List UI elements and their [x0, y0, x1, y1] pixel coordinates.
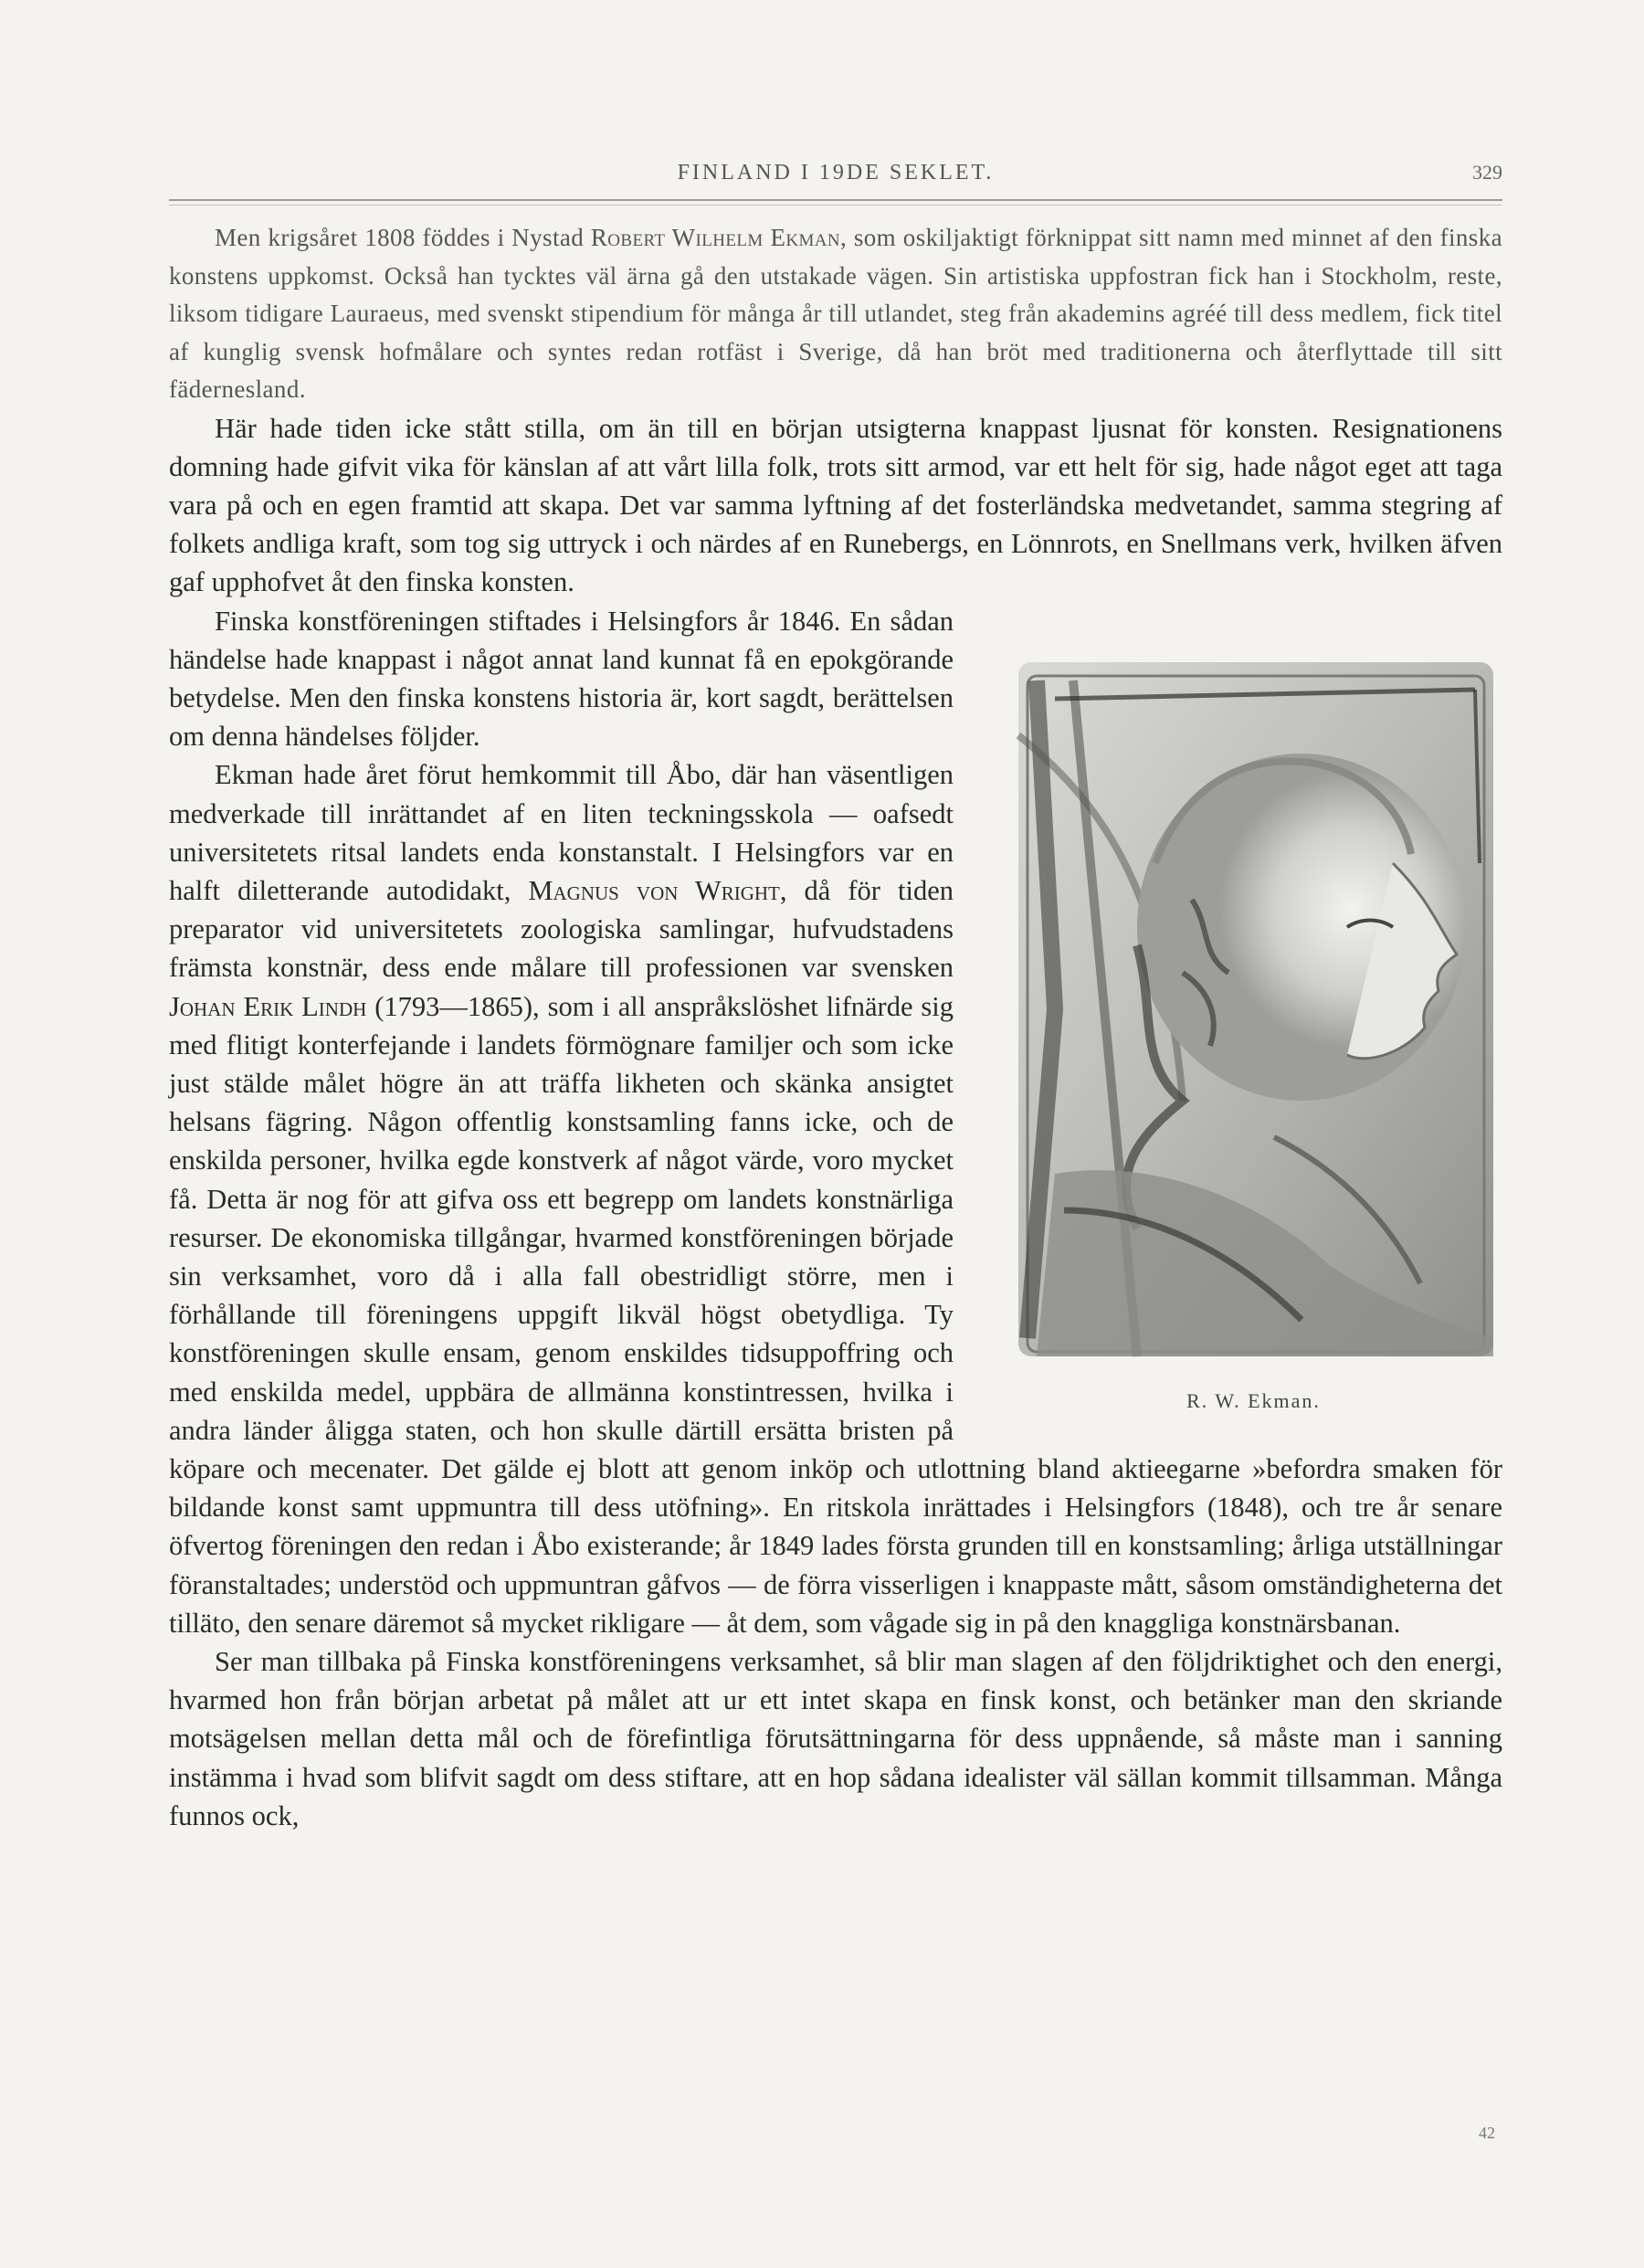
paragraph-4-part-a: Ekman hade året förut hemkommit till Åbo, där han väsentligen medverkade till inrättandet af en liten teckningsskola — oafsedt universitetets ritsal landets enda konstanstalt. I Helsingfors var en halft diletterande autodidakt,: [169, 759, 954, 906]
paragraph-3: Finska konstföreningen stiftades i Helsingfors år 1846. En sådan händelse hade knappast i något annat land kunnat få en epokgörande betydelse. Men den finska konstens historia är, kort sagdt, berättelsen om denna händelses följder.: [169, 605, 954, 753]
paragraph-1-start: Men krigsåret 1808 föddes i Nystad: [215, 224, 585, 251]
paragraph-5: Ser man tillbaka på Finska konstföreningens verksamhet, så blir man slagen af den följdriktighet och den energi, hvarmed hon från början arbetat på målet att ur ett intet skapa en finsk konst, och betänker man den skriande motsägelsen mellan detta mål och de förefintliga förutsättningarna för dess uppnående, så måste man i sanning instämma i hvad som blifvit sagdt om dess stiftare, att en hop sådana idealister väl sällan kommit tillsamman. Många funnos ock,: [169, 1646, 1502, 1831]
running-header: [169, 161, 1502, 194]
paragraph-4-part-b: , då för tiden preparator vid universitetets zoologiska samlingar, hufvudstadens främsta konstnär, dess ende målare till professionen var svensken: [169, 874, 954, 984]
page-number: 329: [1472, 161, 1502, 184]
header-rule-thin: [169, 205, 1502, 206]
person-name: Robert Wilhelm Ekman: [590, 224, 840, 251]
header-title: FINLAND I 19DE SEKLET.: [677, 161, 995, 185]
relief-portrait-image: [1000, 626, 1507, 1375]
signature-mark: 42: [1479, 2124, 1495, 2142]
paragraph-4-part-c: (1793—1865), som i all anspråkslöshet lifnärde sig med flitigt konterfejande i landets förmögnare familjer och som icke just stälde målet högre än att träffa likheten och skänka ansigtet helsans fägring. Någon offentlig konstsamling fanns icke, och de enskilda personer, hvilka egde konstverk af något värde, voro mycket få. Detta är nog för att gifva oss ett begrepp om landets konstnärliga resurser. De ekonomiska tillgångar, hvarmed konstföreningen började sin verksamhet, voro då i alla fall obestridligt större, men i förhållande till föreningens uppgift likväl högst obetydliga. Ty konstföreningen skulle ensam, genom enskildes tidsuppoffring och med enskilda medel, uppbära de allmänna konstintressen, hvilka i andra länder åligga staten, och hon skulle därtill ersätta bristen på köpare och mecenater. Det gälde ej blott att genom inköp och utlottning bland aktieegarne »befordra smaken för bildande konst samt uppmuntra till dess utöfning». En ritskola inrättades i Helsingfors (1848), och tre år senare öfvertog föreningen den redan i Åbo existerande; år 1849 lades första grunden till en konstsamling; årliga utställningar föranstaltades; understöd och uppmuntran gåfvos — de förra visserligen i knappaste mått, såsom omständigheterna det tilläto, den senare däremot så mycket rikligare — åt dem, som vågade sig in på den knaggliga konstnärsbanan.: [169, 990, 1502, 1639]
paragraph-1-rest: , som oskiljaktigt förknippat sitt namn med minnet af den finska konstens uppkomst. Också han tycktes väl ärna gå den utstakade vägen. Sin artistiska uppfostran fick han i Stockholm, reste, liksom tidigare Lauraeus, med svenskt stipendium för många år till utlandet, steg från akademins agréé till dess medlem, fick titel af kunglig svensk hofmålare och syntes redan rotfäst i Sverige, då han bröt med traditionerna och återflyttade till sitt fädernesland.: [169, 224, 1502, 403]
figure-caption: R. W. Ekman.: [1186, 1388, 1321, 1412]
person-name-lindh: Johan Erik Lindh: [169, 990, 367, 1022]
portrait-figure: [986, 607, 1516, 1425]
paragraph-1: [169, 219, 1502, 409]
header-rule: [169, 199, 1502, 201]
person-name-von-wright: Magnus von Wright: [528, 874, 780, 906]
body-text: [169, 219, 1502, 1835]
paragraph-2: Här hade tiden icke stått stilla, om än till en början utsigterna knappast ljusnat för konsten. Resignationens domning hade gifvit vika för känslan af att vårt lilla folk, trots sitt armod, var ett helt för sig, hade något eget att taga vara på och en egen framtid att skapa. Det var samma lyftning af det fosterländska medvetandet, samma stegring af folkets andliga kraft, som tog sig uttryck i och närdes af en Runebergs, en Lönnrots, en Snellmans verk, hvilken äfven gaf upphofvet åt den finska konsten.: [169, 412, 1502, 598]
